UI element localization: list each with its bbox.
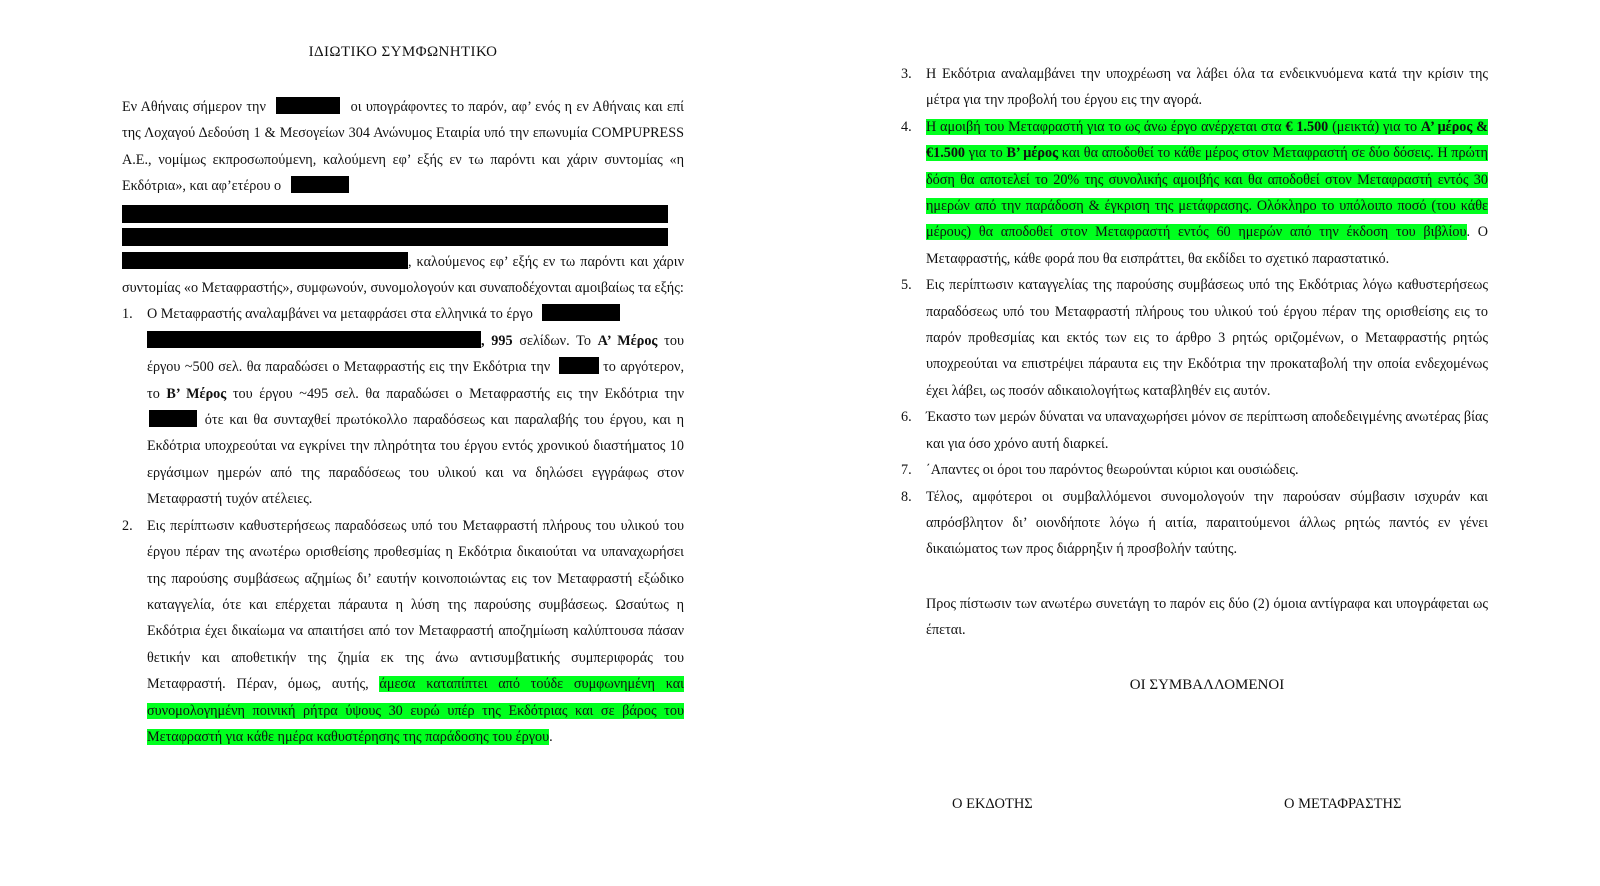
- page-count: , 995: [481, 332, 513, 349]
- clause-text: Ο Μεταφραστής αναλαμβάνει να μεταφράσει στα ελληνικά το έργο: [147, 306, 533, 323]
- fee-text: (μεικτά) για το: [1328, 118, 1421, 135]
- left-page: [122, 0, 684, 750]
- right-page: [901, 0, 1489, 698]
- translator-signature-label: Ο ΜΕΤΑΦΡΑΣΤΗΣ: [1284, 796, 1402, 812]
- clause-number: 1.: [122, 306, 133, 323]
- clause-text: ΄Απαντες οι όροι του παρόντος θεωρούνται κύριοι και ουσιώδεις.: [926, 462, 1299, 479]
- part-b-label: Β’ μέρος: [1006, 145, 1059, 162]
- intro-paragraph-cont: [122, 249, 684, 302]
- clause-text: ότε και θα συνταχθεί πρωτόκολλο παραδόσεως και παραλαβής του έργου, και η Εκδότρια υποχρεούται να εγκρίνει την πληρότητα του έργου εντός χρονικού διαστήματος 10 εργάσιμων ημερών από της παραδόσεως του υλικού και να δηλώσει εγγράφως στον Μεταφραστή τυχόν ατέλειες.: [147, 412, 684, 508]
- fee-amount: € 1.500: [1285, 118, 1329, 135]
- clause-text: .: [549, 728, 553, 745]
- intro-text-2: οι υπογράφοντες το παρόν, αφ’ ενός η εν Αθήναις και επί της Λοχαγού Δεδούση 1 & Μεσογείων 304 Ανώνυμος Εταιρία υπό την επωνυμία COMPUPRESS Α.Ε., νομίμως εκπροσωπούμενη, καλούμενη εφ’ εξής εν τω παρόντι και χάριν συντομίας «η Εκδότρια», και αφ’ετέρου ο: [122, 99, 684, 195]
- intro-text-3: , καλούμενος εφ’ εξής εν τω παρόντι και χάριν συντομίας «ο Μεταφραστής», συμφωνούν, συνομολογούν και συναποδέχονται αμοιβαίως τα εξής:: [122, 253, 684, 297]
- document-title: ΙΔΙΩΤΙΚΟ ΣΥΜΦΩΝΗΤΙΚΟ: [308, 44, 498, 60]
- redaction-bar: [276, 97, 340, 114]
- publisher-signature-label: Ο ΕΚΔΟΤΗΣ: [952, 796, 1033, 812]
- clause-5: [901, 272, 1488, 404]
- clause-text: του έργου ~500 σελ. θα παραδώσει ο Μεταφραστής εις την Εκδότρια την: [147, 332, 684, 376]
- clause-text: Έκαστο των μερών δύναται να υπαναχωρήσει μόνον σε περίπτωση αποδεδειγμένης ανωτέρας βίας και για όσο χρόνο αυτή διαρκεί.: [926, 409, 1488, 452]
- fee-text: Η αμοιβή του Μεταφραστή για το ως άνω έργο ανέρχεται στα: [926, 118, 1286, 135]
- clause-list-right: [901, 61, 1488, 563]
- parties-heading: ΟΙ ΣΥΜΒΑΛΛΟΜΕΝΟΙ: [1129, 676, 1285, 693]
- clause-3: [901, 61, 1488, 114]
- fee-text: για το: [965, 145, 1007, 162]
- redaction-bar: [149, 410, 197, 427]
- fee-amount-part-a: Α’ μέρος & €1.500: [926, 118, 1488, 162]
- clause-text: του έργου ~495 σελ. θα παραδώσει ο Μεταφραστής εις την Εκδότρια την: [226, 385, 685, 402]
- clause-text: Τέλος, αμφότεροι οι συμβαλλόμενοι συνομολογούν την παρούσαν σύμβασιν ισχυράν και απρόσβλητον δι’ οιονδήποτε λόγω ή αιτία, παραιτούμενοι άλλως ρητώς παντός εν γένει δικαιώματος των προς διάρρηξιν ή προσβολήν ταύτης.: [926, 488, 1488, 558]
- clause-number: 6.: [901, 409, 912, 426]
- clause-number: 5.: [901, 277, 912, 294]
- clause-4: [901, 114, 1488, 272]
- clause-text: Η Εκδότρια αναλαμβάνει την υποχρέωση να λάβει όλα τα ενδεικνυόμενα κατά την κρίσιν της μέτρα για την προβολή του έργου εις την αγορά.: [926, 66, 1488, 109]
- part-b-label: Β’ Μέρος: [166, 385, 227, 402]
- highlighted-text: άμεσα καταπίπτει από τούδε συμφωνημένη και συνομολογημένη ποινική ρήτρα ύψους 30 ευρώ υπέρ της Εκδότριας και σε βάρος του Μεταφραστή για κάθε ημέρα καθυστέρησης της παράδοσης του έργου: [147, 676, 684, 745]
- clause-number: 4.: [901, 118, 912, 135]
- highlighted-text: [926, 119, 1488, 241]
- clause-number: 2.: [122, 517, 133, 534]
- redaction-bar: [122, 252, 408, 269]
- intro-text-1: Εν Αθήναις σήμερον την: [122, 99, 266, 115]
- clause-6: [901, 404, 1488, 457]
- clause-number: 3.: [901, 66, 912, 82]
- redaction-bar: [122, 228, 668, 246]
- clause-text: Εις περίπτωσιν καθυστερήσεως παραδόσεως υπό του Μεταφραστή πλήρους του υλικού του έργου πέραν της ανωτέρω ορισθείσης προθεσμίας η Εκδότρια δικαιούται να υπαναχωρήσει της παρούσης συμβάσεως αζημίως δι’ εαυτήν κοινοποιώντας εις τον Μεταφραστή εξώδικο καταγγελία, ότε και επέρχεται πάραυτα η λύση της παρούσης συμβάσεως. Ωσαύτως η Εκδότρια έχει δικαίωμα να απαιτήσει από τον Μεταφραστή αποζημίωση καλύπτουσα πάσαν θετικήν και αποθετικήν της ζημία εκ της άνω αντισυμβατικής συμπεριφοράς του Μεταφραστή. Πέραν, όμως, αυτής,: [147, 517, 684, 693]
- redaction-bar: [122, 205, 668, 223]
- redaction-bar: [542, 304, 620, 321]
- clause-1: [122, 301, 684, 512]
- fee-text: και θα αποδοθεί το κάθε μέρος στον Μεταφραστή σε δύο δόσεις. Η πρώτη δόση θα αποτελεί το 20% της συνολικής αμοιβής και θα αποδοθεί στον Μεταφραστή εντός 30 ημερών από την παράδοση & έγκριση της μετάφρασης. Ολόκληρο το υπόλοιπο ποσό (του κάθε μέρους) θα αποδοθεί στον Μεταφραστή εντός 60 ημερών από την έκδοση του βιβλίου: [926, 145, 1488, 241]
- redaction-bar: [559, 357, 599, 374]
- clause-2: [122, 513, 684, 751]
- clause-8: [901, 484, 1488, 563]
- closing-paragraph: Προς πίστωσιν των ανωτέρω συνετάγη το παρόν εις δύο (2) όμοια αντίγραφα και υπογράφεται ως έπεται.: [926, 595, 1488, 639]
- clause-text: σελίδων. Το: [512, 332, 598, 349]
- intro-paragraph: [122, 94, 684, 200]
- clause-list-left: [122, 301, 684, 750]
- clause-number: 8.: [901, 488, 912, 505]
- part-a-label: Α’ Μέρος: [597, 332, 658, 349]
- clause-text: . Ο Μεταφραστής, κάθε φορά που θα εισπράττει, θα εκδίδει το σχετικό παραστατικό.: [926, 224, 1489, 267]
- clause-number: 7.: [901, 462, 912, 479]
- redaction-bar: [147, 331, 481, 348]
- clause-text: το αργότερον, το: [147, 359, 684, 402]
- clause-text: Εις περίπτωσιν καταγγελίας της παρούσης συμβάσεως υπό της Εκδότριας λόγω καθυστερήσεως παραδόσεως υπό του Μεταφραστή πλήρους του υλικού τού έργου πέραν της ορισθείσης εις το παρόν προθεσμίας και εκτός των εις το άρθρο 3 ρητώς οριζομένων, ο Μεταφραστής ρητώς υποχρεούται να επιστρέψει πάραυτα εις την Εκδότρια την προκαταβολή την οποία ενδεχομένως έχει λάβει, ως ποσόν αδικαιολογήτως καταβληθέν εις αυτόν.: [926, 277, 1488, 399]
- clause-7: [901, 457, 1488, 483]
- redaction-bar: [291, 176, 349, 193]
